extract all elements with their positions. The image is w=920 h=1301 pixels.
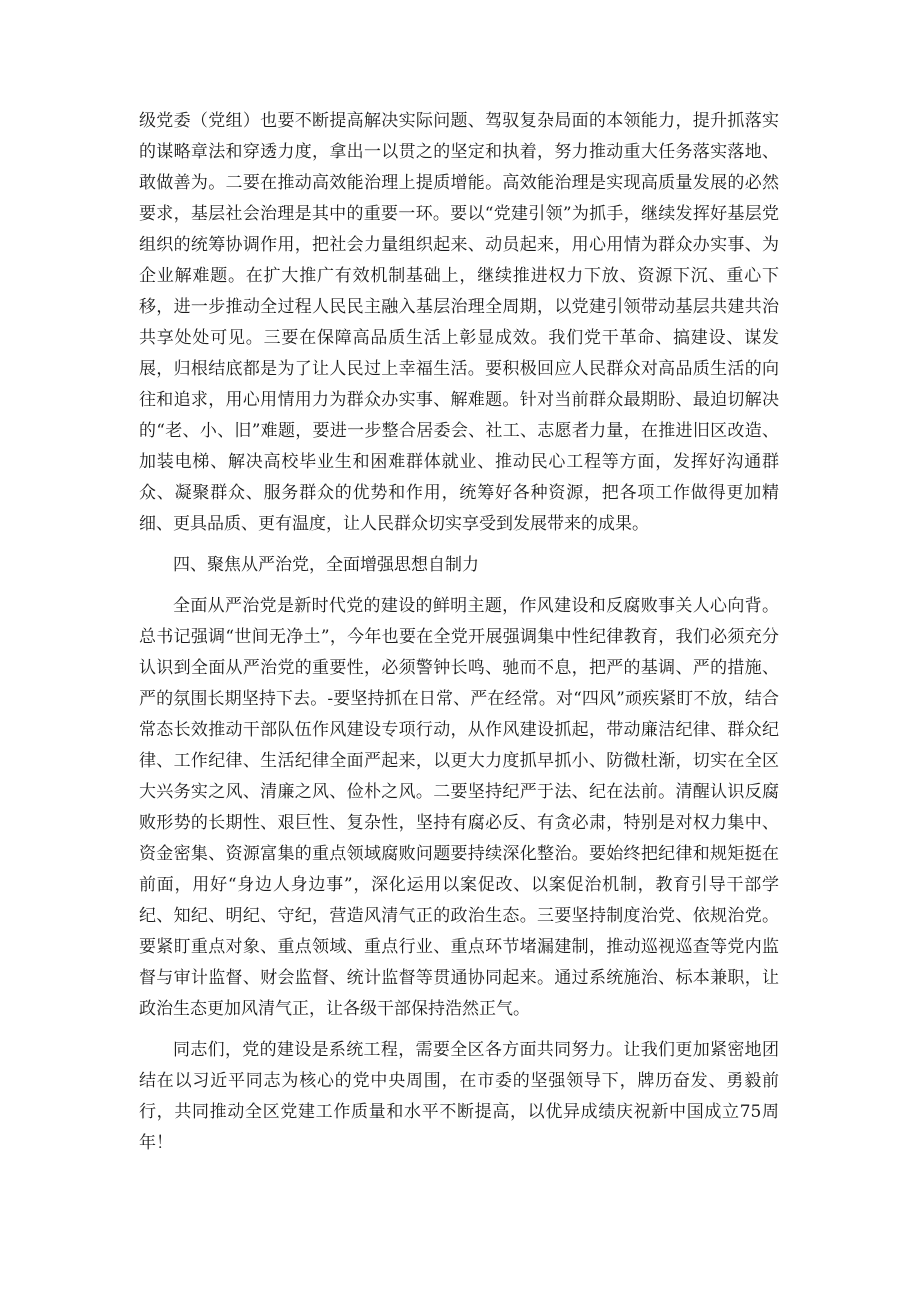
paragraph-closing: 同志们，党的建设是系统工程，需要全区各方面共同努力。让我们更加紧密地团结在以习近平同志为核心的党中央周围，在市委的坚强领导下，牌历奋发、勇毅前行，共同推动全区党建工作质量和水平不断提高，以优异成绩庆祝新中国成立75周年！: [139, 1040, 779, 1153]
paragraph-discipline: 全面从严治党是新时代党的建设的鲜明主题，作风建设和反腐败事关人心向背。总书记强调“世间无净土”，今年也要在全党开展强调集中性纪律教育，我们必须充分认识到全面从严治党的重要性，必须警钟长鸣、驰而不息，把严的基调、严的措施、严的氛围长期坚持下去。-要坚持抓在日常、严在经常。对“四风”顽疾紧盯不放，结合常态长效推动干部队伍作风建设专项行动，从作风建设抓起，带动廉洁纪律、群众纪律、工作纪律、生活纪律全面严起来，以更大力度抓早抓小、防微杜渐，切实在全区大兴务实之风、清廉之风、俭朴之风。二要坚持纪严于法、纪在法前。清醒认识反腐败形势的长期性、艰巨性、复杂性，坚持有腐必反、有贪必肃，特别是对权力集中、资金密集、资源富集的重点领域腐败问题要持续深化整治。要始终把纪律和规矩挺在前面，用好“身边人身边事”，深化运用以案促改、以案促治机制，教育引导干部学纪、知纪、明纪、守纪，营造风清气正的政治生态。三要坚持制度治党、依规治党。要紧盯重点对象、重点领域、重点行业、重点环节堵漏建制，推动巡视巡查等党内监督与审计监督、财会监督、统计监督等贯通协同起来。通过系统施治、标本兼职，让政治生态更加风清气正，让各级干部保持浩然正气。: [139, 596, 779, 1019]
paragraph-continuation: 级党委（党组）也要不断提高解决实际问题、驾驭复杂局面的本领能力，提升抓落实的谋略章法和穿透力度，拿出一以贯之的坚定和执着，努力推动重大任务落实落地、敢做善为。二要在推动高效能治理上提质增能。高效能治理是实现高质量发展的必然要求，基层社会治理是其中的重要一环。要以“党建引领”为抓手，继续发挥好基层党组织的统筹协调作用，把社会力量组织起来、动员起来，用心用情为群众办实事、为企业解难题。在扩大推广有效机制基础上，继续推进权力下放、资源下沉、重心下移，进一步推动全过程人民民主融入基层治理全周期，以党建引领带动基层共建共治共享处处可见。三要在保障高品质生活上彰显成效。我们党干革命、搞建设、谋发展，归根结底都是为了让人民过上幸福生活。要积极回应人民群众对高品质生活的向往和追求，用心用情用力为群众办实事、解难题。针对当前群众最期盼、最迫切解决的“老、小、旧”难题，要进一步整合居委会、社工、志愿者力量，在推进旧区改造、加装电梯、解决高校毕业生和困难群体就业、推动民心工程等方面，发挥好沟通群众、凝聚群众、服务群众的优势和作用，统筹好各种资源，把各项工作做得更加精细、更具品质、更有温度，让人民群众切实享受到发展带来的成果。: [139, 111, 779, 534]
section-heading: 四、聚焦从严治党，全面增强思想自制力: [173, 555, 479, 575]
document-body: [139, 106, 779, 1159]
